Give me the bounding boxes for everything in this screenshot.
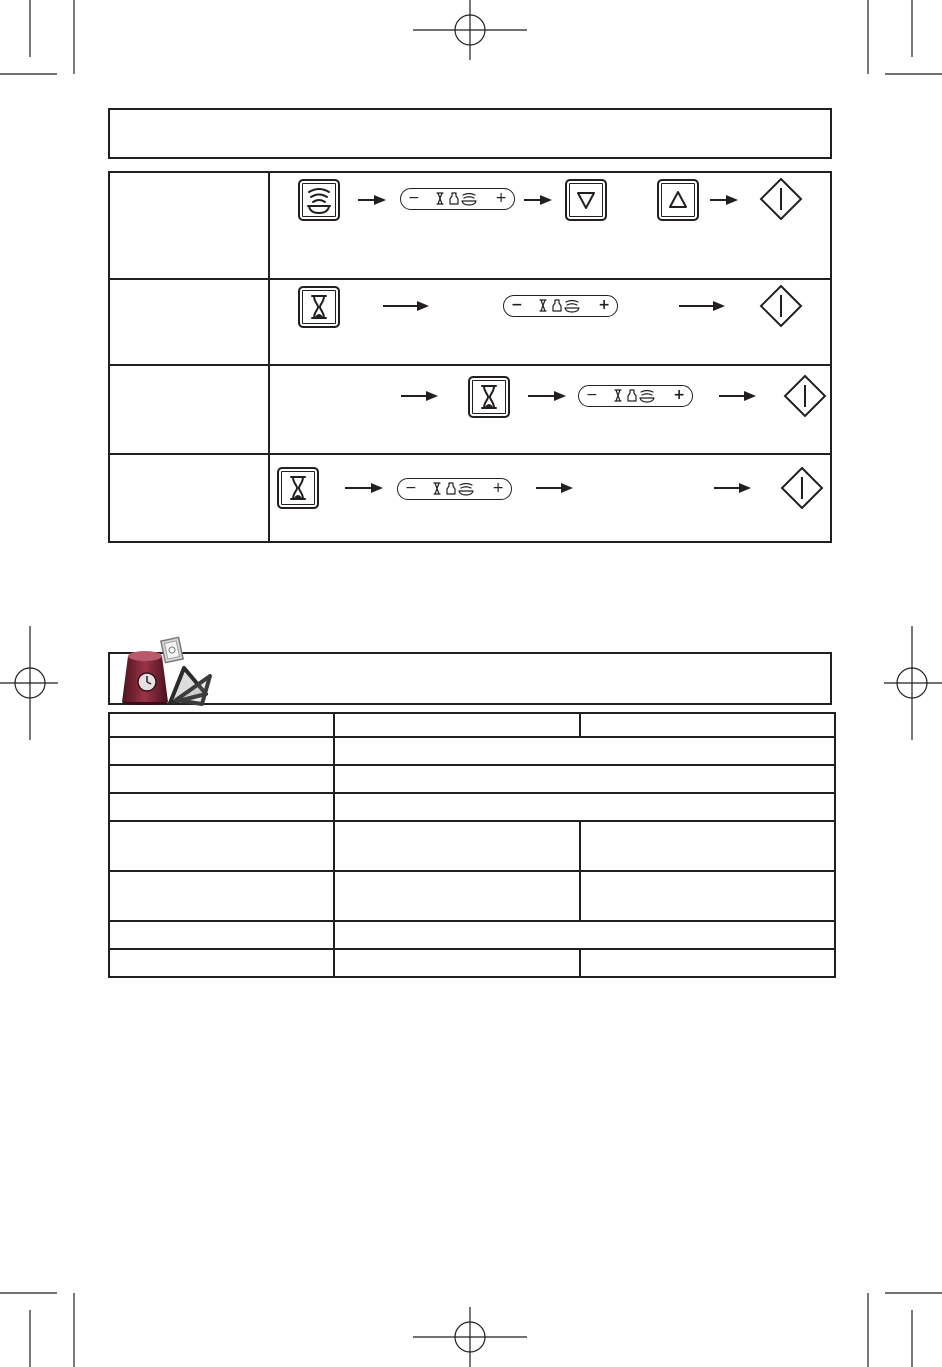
- registration-mark-top: [413, 0, 527, 60]
- step-row-4: [108, 453, 832, 543]
- hourglass-icon: [277, 467, 319, 509]
- table-row: [109, 737, 835, 765]
- dial-plus-label: +: [598, 297, 610, 313]
- section-header-box: [108, 108, 832, 159]
- start-button: [759, 177, 803, 221]
- arrow-right-icon: [536, 482, 573, 494]
- table-cell: [109, 793, 334, 821]
- table-cell: [580, 871, 835, 921]
- crop-mark-top-left: [0, 0, 74, 74]
- table-cell: [580, 713, 835, 737]
- bottle-icon: [628, 390, 636, 401]
- table-cell: [109, 713, 334, 737]
- bowl-waves-icon: [640, 391, 654, 403]
- table-row: [109, 949, 835, 977]
- arrow-right-icon: [345, 482, 383, 494]
- table-cell: [109, 765, 334, 793]
- step-label-cell: [110, 173, 270, 278]
- dial-mode-icons: [611, 386, 661, 405]
- step-row-3: [108, 364, 832, 453]
- frame-icon: [161, 637, 183, 662]
- start-button: [780, 466, 824, 510]
- step-row-1: [108, 171, 832, 278]
- dial-selector: [503, 295, 618, 317]
- table-cell: [334, 793, 835, 821]
- bowl-waves-icon: [462, 194, 476, 206]
- table-cell: [334, 737, 835, 765]
- table-cell: [334, 821, 580, 871]
- dial-mode-icons: [536, 296, 586, 315]
- bottle-icon: [450, 193, 458, 204]
- hourglass-icon: [615, 390, 621, 401]
- dial-selector: [578, 385, 693, 407]
- step-row-2: [108, 278, 832, 364]
- bottle-icon: [553, 300, 561, 311]
- table-cell: [334, 871, 580, 921]
- dial-minus-label: −: [586, 387, 598, 403]
- start-diamond-icon: [759, 177, 803, 221]
- hourglass-icon: [437, 193, 443, 204]
- arrow-right-icon: [401, 390, 438, 402]
- arrow-right-icon: [528, 390, 566, 402]
- dial-plus-label: +: [673, 387, 685, 403]
- registration-mark-right: [884, 626, 942, 740]
- registration-mark-bottom: [413, 1307, 527, 1367]
- table-row: [109, 793, 835, 821]
- start-button: [783, 374, 827, 418]
- bowl-waves-icon: [565, 301, 579, 313]
- table-cell: [334, 921, 835, 949]
- timer-clock-illustration: [110, 636, 216, 706]
- table-cell: [109, 949, 334, 977]
- specifications-table: [108, 712, 836, 978]
- step-label-cell: [110, 280, 270, 364]
- bowl-waves-icon: [298, 179, 340, 221]
- start-diamond-icon: [759, 284, 803, 328]
- section-header-box: [108, 652, 832, 705]
- dial-minus-label: −: [511, 297, 523, 313]
- dial-minus-label: −: [405, 480, 417, 496]
- down-button: [565, 179, 607, 221]
- arrow-right-icon: [710, 194, 738, 206]
- arrow-right-icon: [383, 300, 429, 312]
- timer-button: [298, 286, 340, 328]
- table-cell: [109, 737, 334, 765]
- arrow-right-icon: [714, 482, 751, 494]
- step-label-cell: [110, 455, 270, 541]
- registration-mark-left: [0, 626, 58, 740]
- dial-plus-label: +: [492, 480, 504, 496]
- table-cell: [109, 821, 334, 871]
- table-row: [109, 765, 835, 793]
- up-button: [657, 179, 699, 221]
- timer-button: [277, 467, 319, 509]
- hourglass-icon: [298, 286, 340, 328]
- triangle-down-icon: [565, 179, 607, 221]
- table-cell: [109, 921, 334, 949]
- start-button: [759, 284, 803, 328]
- dial-selector: [397, 478, 512, 500]
- dial-plus-label: +: [495, 190, 507, 206]
- dial-minus-label: −: [408, 190, 420, 206]
- dial-selector: [400, 188, 515, 210]
- table-row: [109, 921, 835, 949]
- bowl-waves-icon: [459, 484, 473, 496]
- dial-mode-icons: [430, 479, 480, 498]
- crop-mark-top-right: [868, 0, 942, 74]
- arrow-right-icon: [679, 300, 725, 312]
- hourglass-icon: [468, 376, 510, 418]
- start-diamond-icon: [780, 466, 824, 510]
- dial-mode-icons: [433, 189, 483, 208]
- step-label-cell: [110, 366, 270, 453]
- table-cell: [109, 871, 334, 921]
- arrow-right-icon: [719, 390, 756, 402]
- table-cell: [580, 949, 835, 977]
- table-cell: [334, 949, 580, 977]
- crop-mark-bottom-left: [0, 1293, 74, 1367]
- table-cell: [334, 765, 835, 793]
- table-cell: [580, 821, 835, 871]
- triangle-ruler-icon: [170, 668, 210, 704]
- table-row: [109, 871, 835, 921]
- arrow-right-icon: [358, 194, 386, 206]
- crop-mark-bottom-right: [868, 1293, 942, 1367]
- hourglass-icon: [434, 483, 440, 494]
- triangle-up-icon: [657, 179, 699, 221]
- arrow-right-icon: [524, 194, 552, 206]
- timer-button: [468, 376, 510, 418]
- table-row: [109, 713, 835, 737]
- sensor-reheat-button: [298, 179, 340, 221]
- clock-icon: [138, 673, 156, 691]
- start-diamond-icon: [783, 374, 827, 418]
- hourglass-icon: [540, 300, 546, 311]
- table-cell: [334, 713, 580, 737]
- table-row: [109, 821, 835, 871]
- bottle-icon: [447, 483, 455, 494]
